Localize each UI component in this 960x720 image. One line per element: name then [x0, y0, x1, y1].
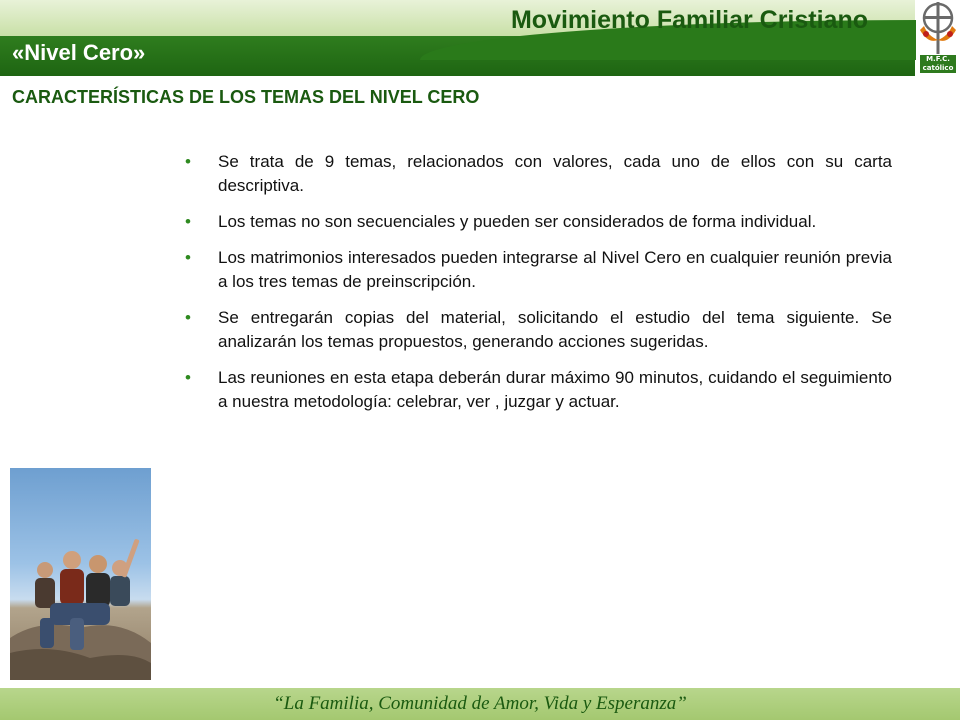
list-item [185, 246, 892, 294]
bullet-text: Los temas no son secuenciales y pueden ser considerados de forma individual. [218, 212, 817, 231]
footer-motto: “La Familia, Comunidad de Amor, Vida y Esperanza” [273, 693, 687, 714]
bullet-icon: • [185, 152, 191, 171]
list-item [185, 150, 892, 198]
bullet-icon: • [185, 368, 191, 387]
bullet-icon: • [185, 248, 191, 267]
bullet-text: Los matrimonios interesados pueden integrarse al Nivel Cero en cualquier reunión previa a los tres temas de preinscripción. [218, 248, 892, 291]
organization-name: Movimiento Familiar Cristiano [510, 6, 868, 34]
bullet-text: Se entregarán copias del material, solicitando el estudio del tema siguiente. Se analizarán los temas propuestos, generando acciones sugeridas. [218, 308, 892, 351]
list-item [185, 306, 892, 354]
section-heading: CARACTERÍSTICAS DE LOS TEMAS DEL NIVEL CERO [12, 87, 480, 107]
bullet-icon: • [185, 212, 191, 231]
cross-emblem-icon [916, 0, 960, 56]
group-photo [10, 468, 151, 680]
bullet-text: Se trata de 9 temas, relacionados con valores, cada uno de ellos con su carta descriptiva. [218, 152, 892, 195]
bullet-text: Las reuniones en esta etapa deberán durar máximo 90 minutos, cuidando el seguimiento a nuestra metodología: celebrar, ver , juzgar y actuar. [218, 368, 892, 411]
slide-title: «Nivel Cero» [12, 40, 146, 65]
people-on-rock-image [10, 468, 151, 680]
mfc-logo [916, 0, 960, 78]
list-item [185, 210, 892, 234]
list-item [185, 366, 892, 414]
bullet-list [185, 150, 892, 426]
logo-label: M.F.C. católico [920, 55, 956, 73]
bullet-icon: • [185, 308, 191, 327]
footer-band [0, 688, 960, 720]
